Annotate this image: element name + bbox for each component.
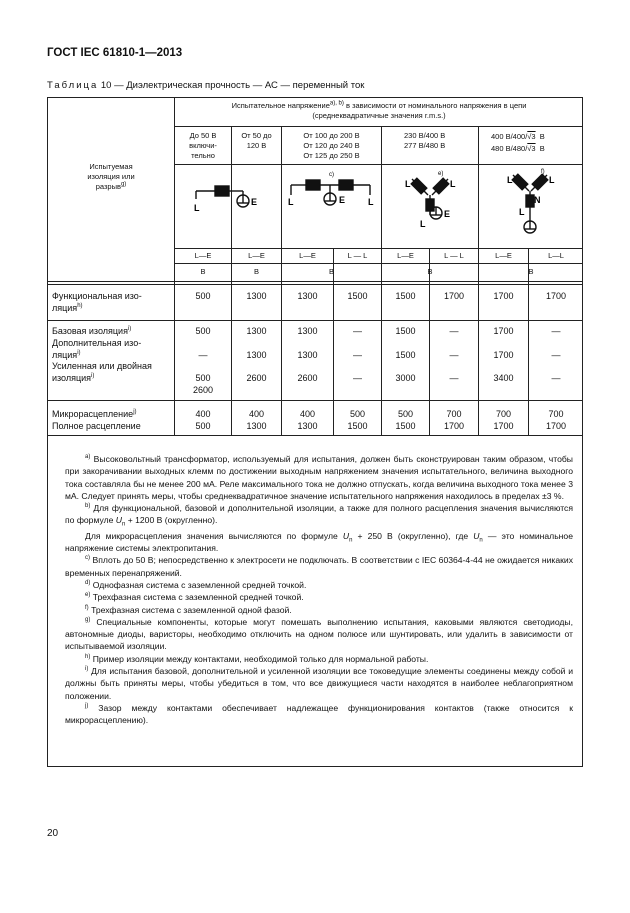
sub-header: L—E	[248, 251, 265, 260]
unit-cell: В	[528, 267, 534, 276]
svg-text:L: L	[420, 219, 426, 229]
value-cell: 700 1700	[443, 409, 465, 431]
value-cell: 700 1700	[545, 409, 567, 431]
unit-cell: В	[200, 267, 206, 276]
value-cell: 1300	[297, 326, 318, 336]
three-phase-midpoint-diagram	[382, 165, 478, 248]
value-cell: 500	[195, 326, 211, 336]
row-header: Испытуемая изоляция или разрыв$^{g)}$	[87, 162, 135, 191]
sub-header: L — L	[347, 251, 368, 260]
svg-text:N: N	[534, 195, 541, 205]
document-header: ГОСТ IEC 61810-1—2013	[47, 47, 183, 59]
svg-text:L: L	[405, 179, 411, 189]
voltage-col-5: 400 В/400/√3 В 480 В/480/√3 В	[491, 132, 545, 153]
svg-text:L: L	[507, 175, 513, 185]
svg-text:c): c)	[329, 172, 334, 178]
value-cell: —	[449, 350, 459, 360]
value-cell: —	[551, 326, 561, 336]
value-cell: 1300	[246, 291, 267, 301]
dielectric-strength-table	[47, 97, 583, 767]
value-cell: 400 1300	[246, 409, 267, 431]
value-cell: —	[353, 350, 362, 360]
value-cell: 1300	[246, 326, 267, 336]
value-cell: 1700	[493, 350, 514, 360]
value-cell: 1700	[443, 291, 465, 301]
footnote-f: $^{f)}$ Трехфазная система с заземленной одной фазой.	[85, 604, 292, 615]
row-label-micro: Микрорасцепление$^{j)}$ Полное расцепление	[52, 409, 141, 431]
svg-text:E: E	[339, 195, 346, 205]
page-number: 20	[47, 828, 59, 839]
three-phase-earth-diagram	[479, 165, 583, 248]
svg-text:L: L	[450, 179, 456, 189]
value-cell: 3400	[493, 373, 514, 383]
voltage-col-1: До 50 В включи- тельно	[189, 131, 217, 160]
sub-header: L—E	[194, 251, 212, 260]
value-cell: —	[353, 326, 362, 336]
footnote-d: $^{d)}$ Однофазная система с заземленной средней точкой.	[85, 579, 307, 590]
value-cell: 500 1500	[395, 409, 416, 431]
row-label-additional: Дополнительная изо- ляция$^{i)}$	[52, 338, 142, 360]
svg-text:L: L	[288, 197, 294, 207]
value-cell: —	[449, 326, 459, 336]
footnote-j: $^{j)}$ Зазор между контактами обеспечивает надлежащее функционирования контактов (также относится к микрорасцеплению).	[65, 702, 573, 726]
value-cell: —	[353, 373, 362, 383]
caption-text: 10 — Диэлектрическая прочность — АС — переменный ток	[100, 80, 365, 91]
voltage-col-3: От 100 до 200 В От 120 до 240 В От 125 до 250 В	[303, 131, 360, 160]
value-cell: 3000	[395, 373, 416, 383]
value-cell: 1300	[297, 291, 318, 301]
value-cell: 1700	[545, 291, 567, 301]
value-cell: 1500	[395, 350, 416, 360]
value-cell: 2600	[246, 373, 267, 383]
value-cell: —	[551, 350, 561, 360]
value-cell: 400 1300	[297, 409, 318, 431]
sub-header: L—E	[495, 251, 512, 260]
value-cell: —	[198, 350, 208, 360]
value-cell: —	[449, 373, 459, 383]
row-label-reinforced: Усиленная или двойная изоляция$^{i)}$	[52, 361, 152, 383]
row-label-basic: Базовая изоляция$^{i)}$	[52, 326, 132, 336]
sub-header: L—E	[299, 251, 316, 260]
value-cell: —	[551, 373, 561, 383]
value-cell: 500	[195, 291, 211, 301]
value-cell: 1500	[347, 291, 368, 301]
unit-cell: В	[253, 267, 259, 276]
svg-text:L: L	[368, 197, 374, 207]
sub-header: L — L	[444, 251, 464, 260]
value-cell: 2600	[297, 373, 318, 383]
sub-header: L—L	[548, 251, 564, 260]
row-label-functional: Функциональная изо- ляция$^{h)}$	[52, 291, 142, 313]
unit-cell: В	[427, 267, 433, 276]
footnote-e: $^{e)}$ Трехфазная система с заземленной средней точкой.	[85, 592, 304, 603]
svg-text:f): f)	[541, 169, 545, 175]
value-cell: 1700	[493, 326, 514, 336]
value-cell: 700 1700	[493, 409, 514, 431]
value-cell: 500 2600	[192, 373, 214, 395]
svg-text:e): e)	[438, 171, 444, 177]
voltage-col-2: От 50 до 120 В	[241, 131, 272, 150]
value-cell: 400 500	[195, 409, 211, 431]
footnote-i: $^{i)}$ Для испытания базовой, дополнительной и усиленной изоляции все токоведущие элементы соединены между собой и должны быть приняты меры, чтобы убедиться в том, что все движущиеся части находятся в наиболее неблагоприятном положении.	[65, 666, 574, 701]
caption-prefix: Таблица	[47, 80, 99, 91]
value-cell: 1700	[493, 291, 514, 301]
footnote-b: $^{b)}$ Для функциональной, базовой и дополнительной изоляции, а также для полного расцепления значения вычисляются по формуле $U_n + 1200$ В (округленно).	[65, 503, 573, 529]
sub-header: L—E	[397, 251, 414, 260]
single-phase-earth-diagram	[175, 165, 281, 248]
footnote-g: $^{g)}$ Специальные компоненты, которые могут помешать выполнению испытания, каковыми являются светодиоды, автономные диоды, варисторы, необходимо отключить на одном полюсе или шунтировать, или удалить в зависимости от испытываемой изоляции.	[65, 616, 573, 652]
footnote-h: $^{h)}$ Пример изоляции между контактами, необходимой только для нормальной работы.	[85, 653, 429, 664]
single-phase-midpoint-diagram	[282, 165, 381, 248]
value-cell: 1500	[395, 291, 416, 301]
svg-text:E: E	[444, 209, 451, 219]
table-caption	[47, 80, 364, 91]
svg-text:L: L	[549, 175, 555, 185]
footnote-a: $^{a)}$ Высоковольтный трансформатор, используемый для испытания, должен быть сконструирован таким образом, чтобы при закорачивании выходных клемм по достижении выходным напряжением значения испытательного, величина выходного тока составляла бы не менее 200 мА. Реле максимального тока не должно отпускать, когда величина выходного тока менее 3 мА. Следует принять меры, чтобы среднеквадратичное значение испытательного напряжения находилось в пределах ±3 %.	[65, 454, 573, 501]
value-cell: 500 1500	[347, 409, 368, 431]
value-cell: 1300	[297, 350, 318, 360]
group-header: Испытательное напряжение$^{a), b)}$ в зависимости от номинального напряжения в цепи (среднеквадратичные значения r.m.s.)	[231, 100, 527, 120]
footnotes	[65, 453, 573, 727]
value-cell: 1300	[246, 350, 267, 360]
footnote-b-micro: Для микрорасцепления значения вычисляются по формуле $U_n + 250$ В (округленно), где $U_n$ — это номинальное напряжение системы электропитания.	[65, 530, 573, 554]
voltage-col-4: 230 В/400 В 277 В/480 В	[404, 131, 446, 150]
unit-cell: В	[328, 267, 334, 276]
svg-text:L: L	[519, 207, 525, 217]
footnote-c: $^{c)}$ Вплоть до 50 В; непосредственно к электросети не подключать. В соответствии с IEC 60364-4-44 не ожидается никаких временных перенапряжений.	[65, 555, 574, 578]
value-cell: 1500	[395, 326, 416, 336]
svg-text:E: E	[251, 197, 258, 207]
svg-text:L: L	[194, 203, 200, 213]
